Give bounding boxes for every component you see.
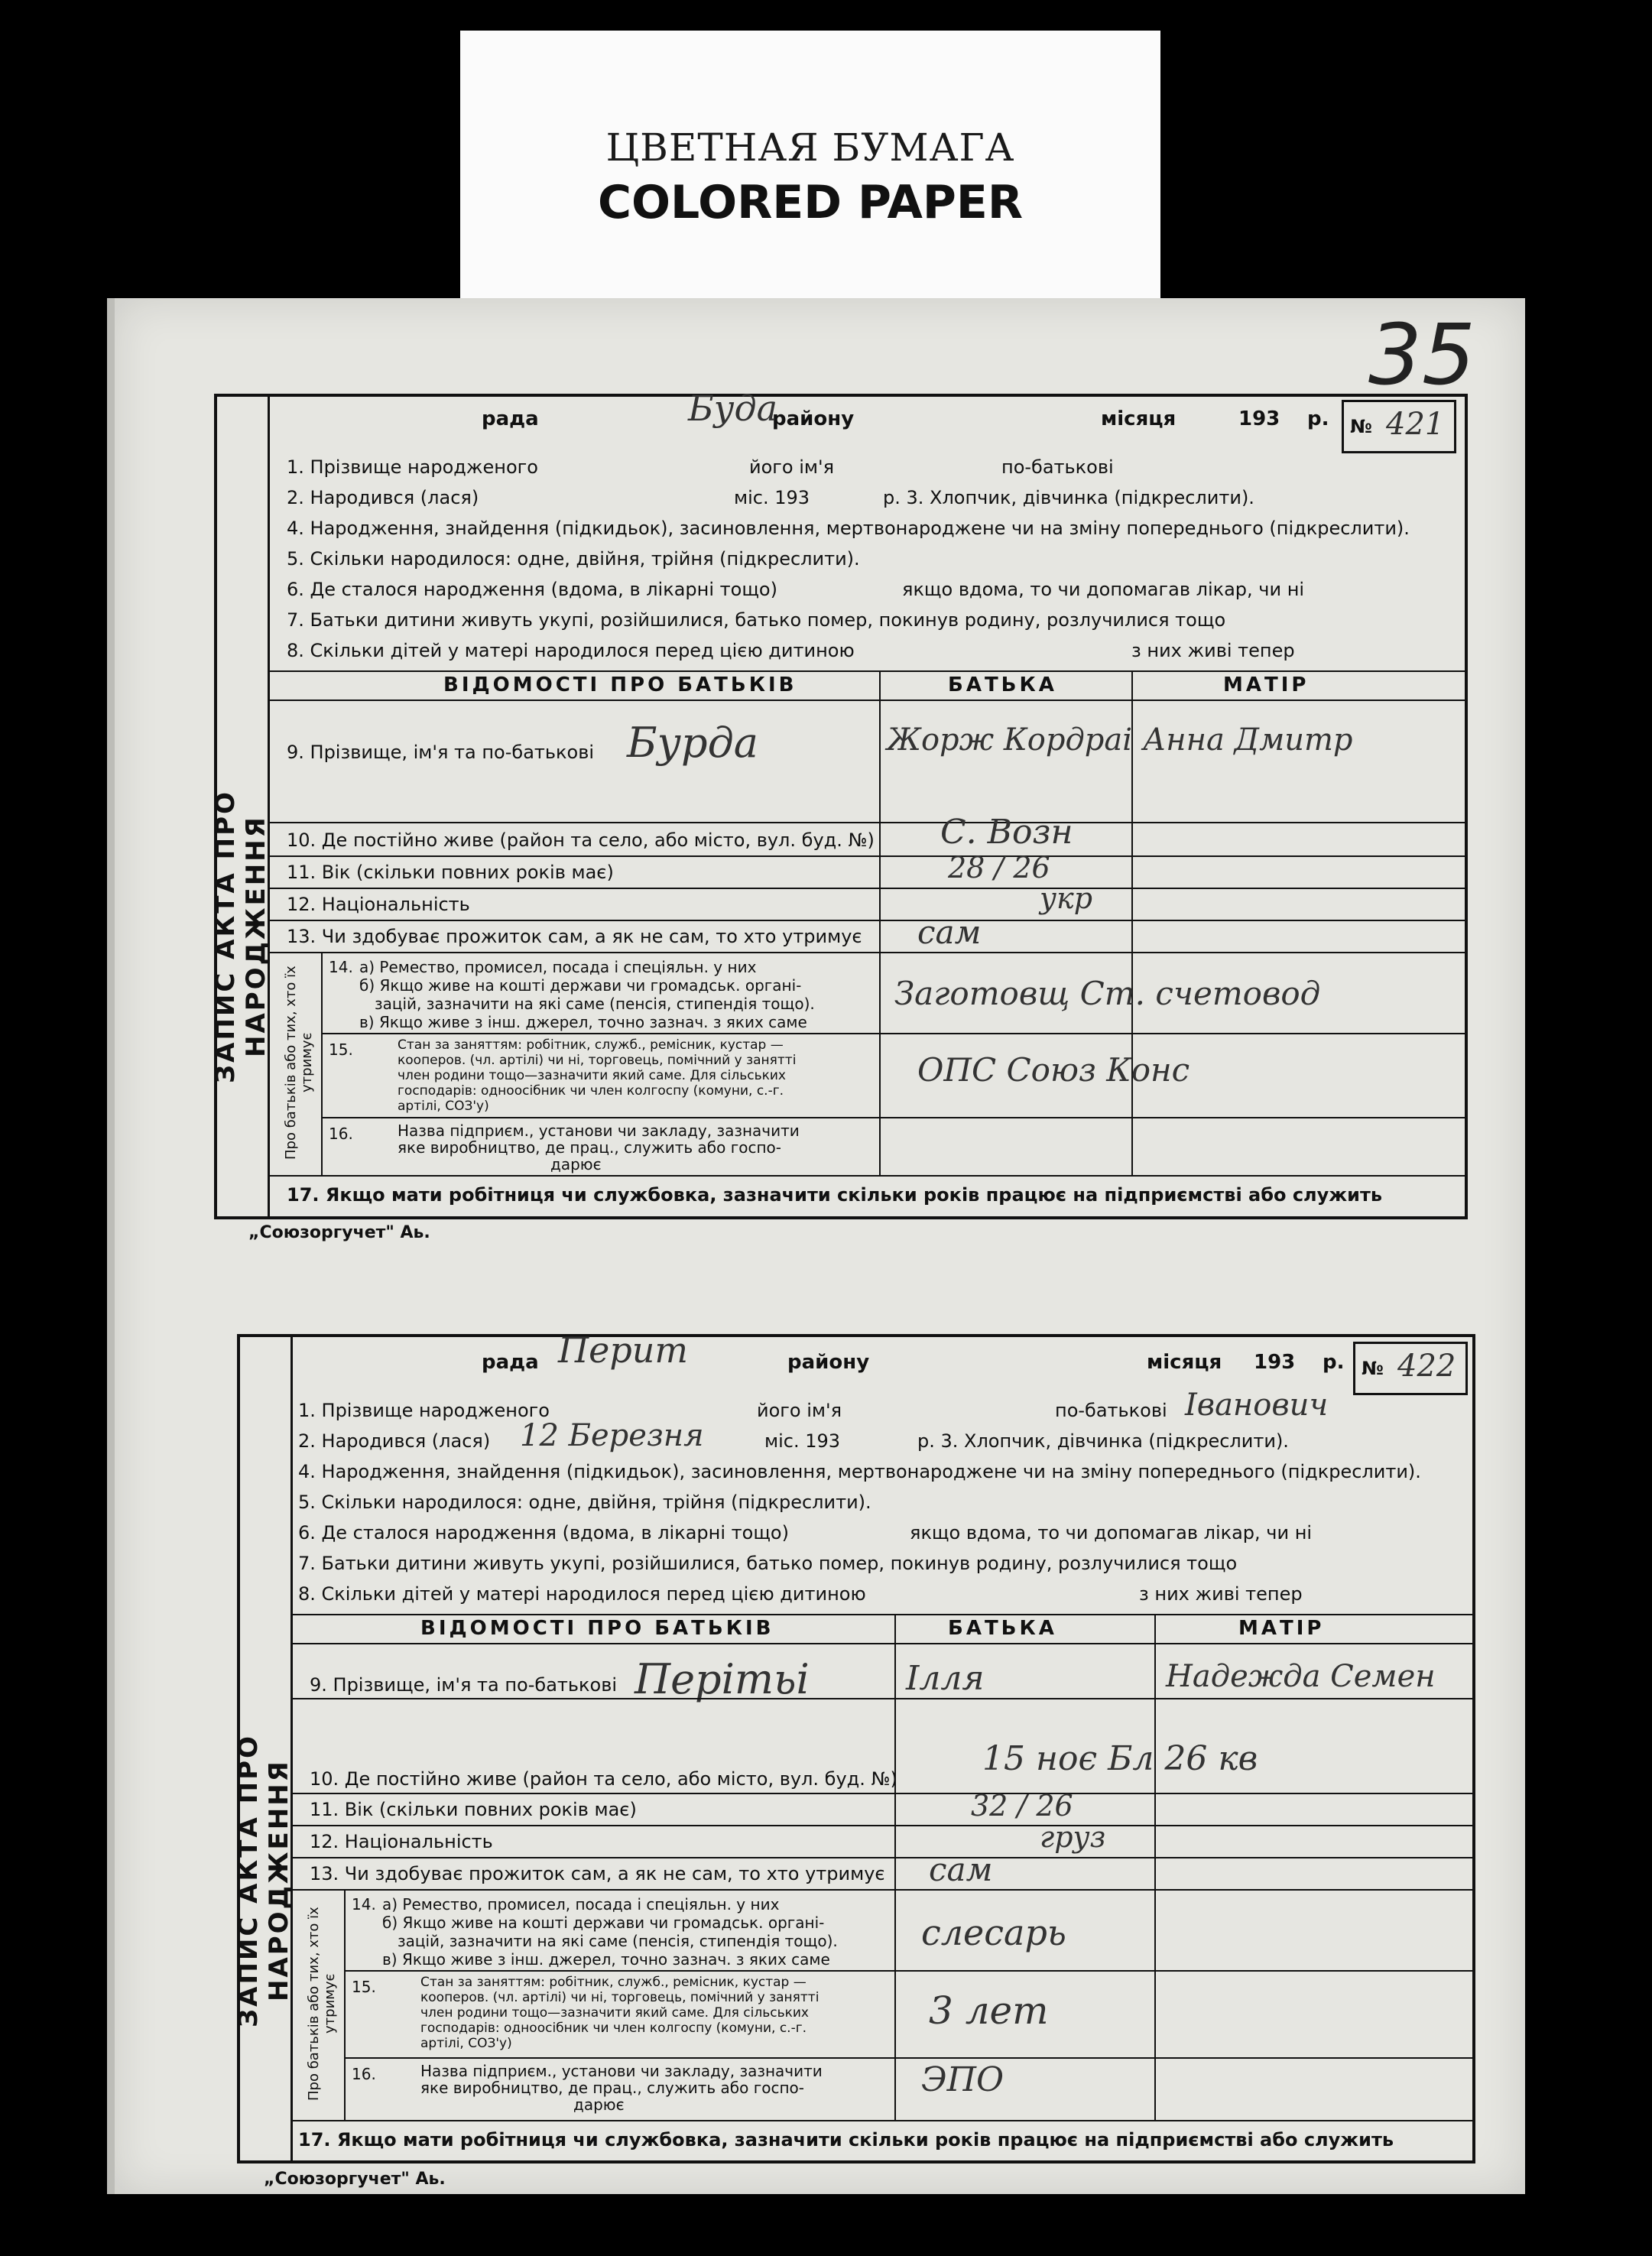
row-2-tail: р. 3. Хлопчик, дівчинка (підкреслити). [883,487,1254,508]
row-15c: член родини тощо—зазначити який саме. Для сільських [398,1068,786,1083]
rule-11 [290,1825,1475,1826]
rule-16 [290,2120,1475,2121]
row-14c: в) Якщо живе з інш. джерел, точно зазнач. з яких саме [382,1950,830,1969]
handwritten-top: Буда [688,388,778,429]
row-7: 7. Батьки дитини живуть укупі, розійшилися, батько помер, покинув родину, розлучилися тощо [298,1553,1238,1574]
row-4: 4. Народження, знайдення (підкидьок), засиновлення, мертвонароджене чи на зміну попереднього (підкреслити). [287,518,1410,539]
row-8-tail: з них живі тепер [1131,640,1295,661]
rule-16 [268,1175,1468,1177]
row-15d: господарів: одноосібник чи член колгоспу (комуни, с.-г. [420,2021,807,2036]
hand-age: 28 / 26 [948,851,1050,885]
row-14-num: 14. [329,958,353,976]
rada-label: рада [482,407,539,430]
row-8: 8. Скільки дітей у матері народилося перед цією дитиною [287,640,855,661]
row-17: 17. Якщо мати робітниця чи службовка, зазначити скільки років працює на підприємстві або служить [287,1184,1383,1206]
row-11: 11. Вік (скільки повних років має) [287,862,614,883]
row-16b: яке виробництво, де прац., служить або госпо- [398,1138,781,1157]
rule-15 [344,2057,1475,2059]
rule-10 [290,1793,1475,1794]
row-15b: кооперов. (чл. артілі) чи ні, торговець, помічний у занятті [420,1990,820,2005]
row-13: 13. Чи здобуває прожиток сам, а як не сам, то хто утримує [310,1863,885,1884]
row-16c: дарює [550,1155,602,1173]
hand-mother-name: Надежда Семен [1166,1659,1436,1694]
hand-father-name: Жорж Кордраі [887,722,1133,758]
hand-trade: слесарь [921,1912,1066,1953]
raion-label: району [787,1351,870,1374]
side-bar [210,394,271,1219]
hand-address: С. Возн [940,813,1073,852]
hand-address: 15 ноє Бл 26 кв [982,1739,1258,1778]
row-15a: Стан за заняттям: робітник, служб., ремісник, кустар — [420,1975,807,1990]
rule-14 [344,1970,1475,1972]
row-2-mid: міс. 193 [764,1430,841,1452]
row-14b2: зацій, зазначити на які саме (пенсія, стипендія тощо). [375,995,815,1013]
side-title: ЗАПИС АКТА ПРО НАРОДЖЕННЯ [233,1734,294,2027]
label-russian: ЦВЕТНАЯ БУМАГА [605,125,1015,170]
header-mother: МАТІР [1223,674,1310,696]
row-15e: артілі, СОЗ'у) [398,1099,489,1114]
page-number: 35 [1368,306,1475,404]
month-label: місяця [1147,1351,1222,1374]
row-6: 6. Де сталося народження (вдома, в лікарні тощо) [287,579,777,600]
row-16a: Назва підприєм., установи чи закладу, зазначити [420,2062,823,2080]
rule-12 [290,1857,1475,1858]
header-mother: МАТІР [1238,1617,1325,1640]
record-number-box [1342,400,1456,453]
row-15a: Стан за заняттям: робітник, служб., ремісник, кустар — [398,1037,784,1053]
publisher-mark-2: „Союзоргучет" Аь. [264,2170,446,2189]
row-1: 1. Прізвище народженого [287,456,538,478]
label-english: COLORED PAPER [597,176,1024,229]
hand-age: 32 / 26 [971,1789,1073,1823]
sub-vertical-label: Про батьків або тих, хто їх утримує [283,966,315,1160]
rule-13 [290,1889,1475,1891]
hand-mother-name: Анна Дмитр [1143,722,1353,758]
row-5: 5. Скільки народилося: одне, двійня, трійня (підкреслити). [298,1492,871,1513]
row-10: 10. Де постійно живе (район та село, або місто, вул. буд. №) [310,1768,897,1790]
year-label: 193 [1254,1351,1296,1374]
colored-paper-label [460,31,1160,300]
sub-column-rule [321,952,323,1175]
record-number: 421 [1386,407,1445,442]
row-6: 6. Де сталося народження (вдома, в лікарні тощо) [298,1522,789,1543]
table-top-rule [290,1614,1475,1615]
side-title: ЗАПИС АКТА ПРО НАРОДЖЕННЯ [210,790,271,1083]
rule-9 [268,822,1468,823]
year-label: 193 [1238,407,1280,430]
table-top-rule [268,670,1468,672]
row-15-num: 15. [352,1978,376,1996]
hand-patronymic: Іванович [1185,1388,1329,1423]
row-17: 17. Якщо мати робітниця чи службовка, зазначити скільки років працює на підприємстві або служить [298,2129,1394,2151]
row-14b: б) Якщо живе на коштi держави чи громадськ. органі- [382,1914,825,1932]
record-number-box [1353,1342,1468,1395]
header-info: ВІДОМОСТІ ПРО БАТЬКІВ [420,1617,774,1640]
hand-father-name: Ілля [906,1659,985,1698]
header-father: БАТЬКА [948,674,1057,696]
hand-status: ОПС Союз Конс [917,1051,1190,1089]
rule-9 [290,1698,1475,1699]
hand-surname: Перітьі [635,1655,810,1703]
birth-record-form-2 [233,1329,1475,2163]
row-15d: господарів: одноосібник чи член колгоспу (комуни, с.-г. [398,1083,784,1099]
row-4: 4. Народження, знайдення (підкидьок), засиновлення, мертвонароджене чи на зміну попереднього (підкреслити). [298,1461,1421,1482]
rule-14 [321,1033,1468,1034]
father-column-rule [894,1614,896,2120]
row-1-patr: по-батькові [1055,1400,1167,1421]
header-father: БАТЬКА [948,1617,1057,1640]
rada-label: рада [482,1351,539,1374]
birth-record-form-1 [210,388,1468,1219]
row-14-num: 14. [352,1895,376,1914]
header-info: ВІДОМОСТІ ПРО БАТЬКІВ [443,674,797,696]
publisher-mark-1: „Союзоргучет" Аь. [248,1223,430,1242]
hand-surname: Бурда [627,719,758,767]
row-14c: в) Якщо живе з інш. джерел, точно зазнач. з яких саме [359,1013,807,1031]
hand-support: сам [917,914,982,951]
mother-column-rule [1154,1614,1156,2120]
raion-label: району [772,407,855,430]
table-header-rule [290,1643,1475,1644]
record-number: 422 [1397,1349,1456,1384]
row-15b: кооперов. (чл. артілі) чи ні, торговець, помічний у занятті [398,1053,797,1068]
row-16a: Назва підприєм., установи чи закладу, зазначити [398,1122,800,1140]
month-label: місяця [1101,407,1177,430]
row-16c: дарює [573,2095,625,2114]
hand-trade: Заготовщ Ст. счетовод [894,975,1321,1012]
row-14b: б) Якщо живе на коштi держави чи громадськ. органі- [359,976,802,995]
row-15e: артілі, СОЗ'у) [420,2036,512,2051]
row-14b2: зацій, зазначити на які саме (пенсія, стипендія тощо). [398,1932,838,1950]
rule-15 [321,1117,1468,1118]
no-label: № [1350,416,1372,437]
row-6-tail: якщо вдома, то чи допомагав лікар, чи ні [910,1522,1313,1543]
row-1-patr: по-батькові [1001,456,1114,478]
table-header-rule [268,700,1468,701]
side-bar [233,1334,294,2163]
rule-11 [268,888,1468,889]
row-14a: а) Ремество, промисел, посада і спеціяльн. у них [382,1895,780,1914]
row-2-mid: міс. 193 [734,487,810,508]
row-9: 9. Прізвище, ім'я та по-батькові [287,742,595,763]
row-10: 10. Де постійно живе (район та село, або місто, вул. буд. №) [287,829,875,851]
r-label: р. [1323,1351,1345,1374]
row-15-num: 15. [329,1040,353,1059]
row-6-tail: якщо вдома, то чи допомагав лікар, чи ні [902,579,1305,600]
hand-status: 3 лет [929,1988,1049,2033]
hand-workplace: ЭПО [921,2060,1005,2099]
rule-12 [268,920,1468,921]
row-12: 12. Національність [310,1831,493,1852]
row-13: 13. Чи здобуває прожиток сам, а як не сам, то хто утримує [287,926,862,947]
sub-column-rule [344,1889,346,2120]
row-2-tail: р. 3. Хлопчик, дівчинка (підкреслити). [917,1430,1289,1452]
row-15c: член родини тощо—зазначити який саме. Для сільських [420,2005,809,2021]
row-12: 12. Національність [287,894,470,915]
rule-13 [268,952,1468,953]
row-8-tail: з них живі тепер [1139,1583,1303,1605]
row-1: 1. Прізвище народженого [298,1400,550,1421]
row-8: 8. Скільки дітей у матері народилося перед цією дитиною [298,1583,866,1605]
row-5: 5. Скільки народилося: одне, двійня, трійня (підкреслити). [287,548,860,570]
hand-nation: укр [1040,881,1093,915]
handwritten-top: Перит [558,1329,689,1371]
hand-date: 12 Березня [520,1418,704,1453]
sub-vertical-label: Про батьків або тих, хто їх утримує [306,1907,338,2101]
row-1-name: його ім'я [749,456,835,478]
row-14a: а) Ремество, промисел, посада і спеціяльн. у них [359,958,757,976]
hand-nation: груз [1040,1820,1106,1854]
hand-support: сам [929,1851,993,1888]
row-2: 2. Народився (лася) [298,1430,491,1452]
row-11: 11. Вік (скільки повних років має) [310,1799,637,1820]
row-9: 9. Прізвище, ім'я та по-батькові [310,1674,618,1696]
father-column-rule [879,670,881,1175]
rule-10 [268,855,1468,857]
r-label: р. [1307,407,1329,430]
row-16-num: 16. [352,2065,376,2083]
row-2: 2. Народився (лася) [287,487,479,508]
row-7: 7. Батьки дитини живуть укупі, розійшилися, батько помер, покинув родину, розлучилися тощо [287,609,1226,631]
row-16b: яке виробництво, де прац., служить або госпо- [420,2079,804,2097]
row-1-name: його ім'я [757,1400,842,1421]
no-label: № [1362,1358,1384,1379]
row-16-num: 16. [329,1125,353,1143]
